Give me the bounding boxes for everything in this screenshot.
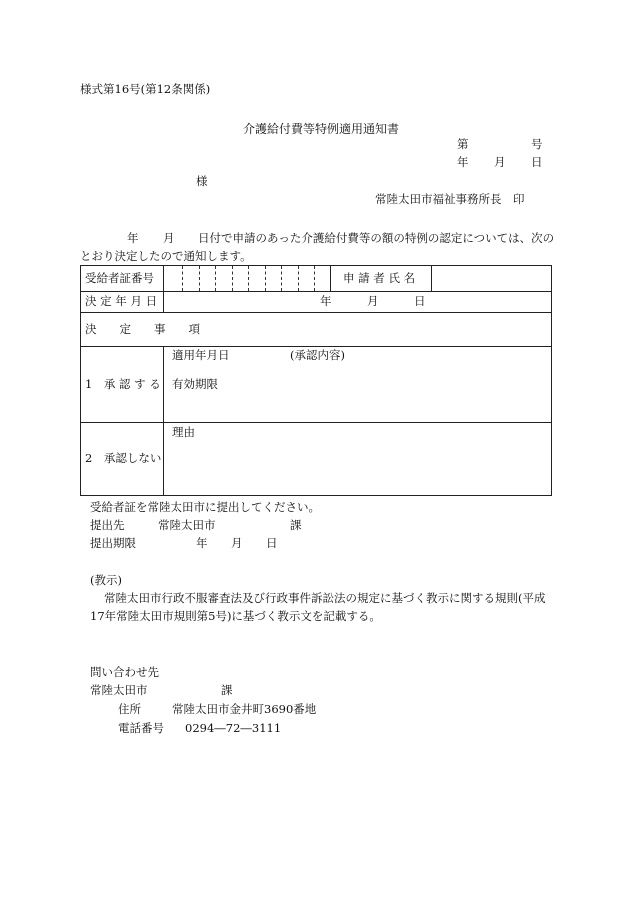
notice-line2: 17年常陸太田市規則第5号)に基づく教示文を記載する。 [90, 609, 381, 623]
submit-deadline-day: 日 [266, 536, 278, 550]
body-year: 年 [127, 231, 139, 245]
doc-number-suffix: 号 [531, 137, 543, 151]
contact-section: 課 [221, 683, 233, 697]
applicant-name-label: 申 請 者 氏 名 [343, 271, 416, 285]
contact-address: 常陸太田市金井町3690番地 [172, 702, 317, 716]
submit-deadline-month: 月 [231, 536, 243, 550]
submit-dest-city: 常陸太田市 [158, 518, 216, 532]
reject-label: 2 承認しない [85, 451, 162, 465]
notice-heading: (教示) [90, 573, 122, 587]
doc-date-day: 日 [531, 155, 543, 169]
contact-address-label: 住所 [118, 702, 141, 716]
decision-date-label: 決 定 年 月 日 [85, 294, 158, 308]
submit-instruction: 受給者証を常陸太田市に提出してください。 [90, 500, 320, 514]
decision-date-day: 日 [414, 294, 426, 308]
contact-phone-label: 電話番号 [118, 721, 164, 735]
approval-content-label: (承認内容) [290, 348, 345, 362]
document-title: 介護給付費等特例適用通知書 [243, 122, 400, 136]
form-number: 様式第16号(第12条関係) [80, 82, 211, 96]
reason-label: 理由 [172, 425, 195, 439]
doc-number-prefix: 第 [457, 137, 469, 151]
notice-line1: 常陸太田市行政不服審査法及び行政事件訴訟法の規定に基づく教示に関する規則(平成 [104, 591, 546, 605]
issuer: 常陸太田市福祉事務所長 印 [375, 192, 525, 206]
body-text-line2: とおり決定したので通知します。 [80, 249, 252, 263]
contact-heading: 問い合わせ先 [90, 665, 159, 679]
contact-city: 常陸太田市 [90, 683, 148, 697]
addressee-suffix: 様 [196, 174, 208, 188]
doc-date-year: 年 [457, 155, 469, 169]
decision-items-label: 決 定 事 項 [85, 322, 200, 336]
cert-number-label: 受給者証番号 [85, 271, 154, 285]
decision-date-month: 月 [367, 294, 379, 308]
contact-phone: 0294―72―3111 [185, 721, 282, 735]
approve-label: 1 承 認 す る [85, 377, 161, 391]
apply-date-label: 適用年月日 [172, 348, 230, 362]
doc-date-month: 月 [494, 155, 506, 169]
submit-deadline-year: 年 [196, 536, 208, 550]
body-month: 月 [163, 231, 175, 245]
body-text-line1: 日付で申請のあった介護給付費等の額の特例の認定については、次の [198, 231, 555, 245]
decision-date-year: 年 [320, 294, 332, 308]
submit-dest-section: 課 [290, 518, 302, 532]
validity-label: 有効期限 [172, 377, 218, 391]
submit-deadline-label: 提出期限 [90, 536, 136, 550]
submit-dest-label: 提出先 [90, 518, 125, 532]
